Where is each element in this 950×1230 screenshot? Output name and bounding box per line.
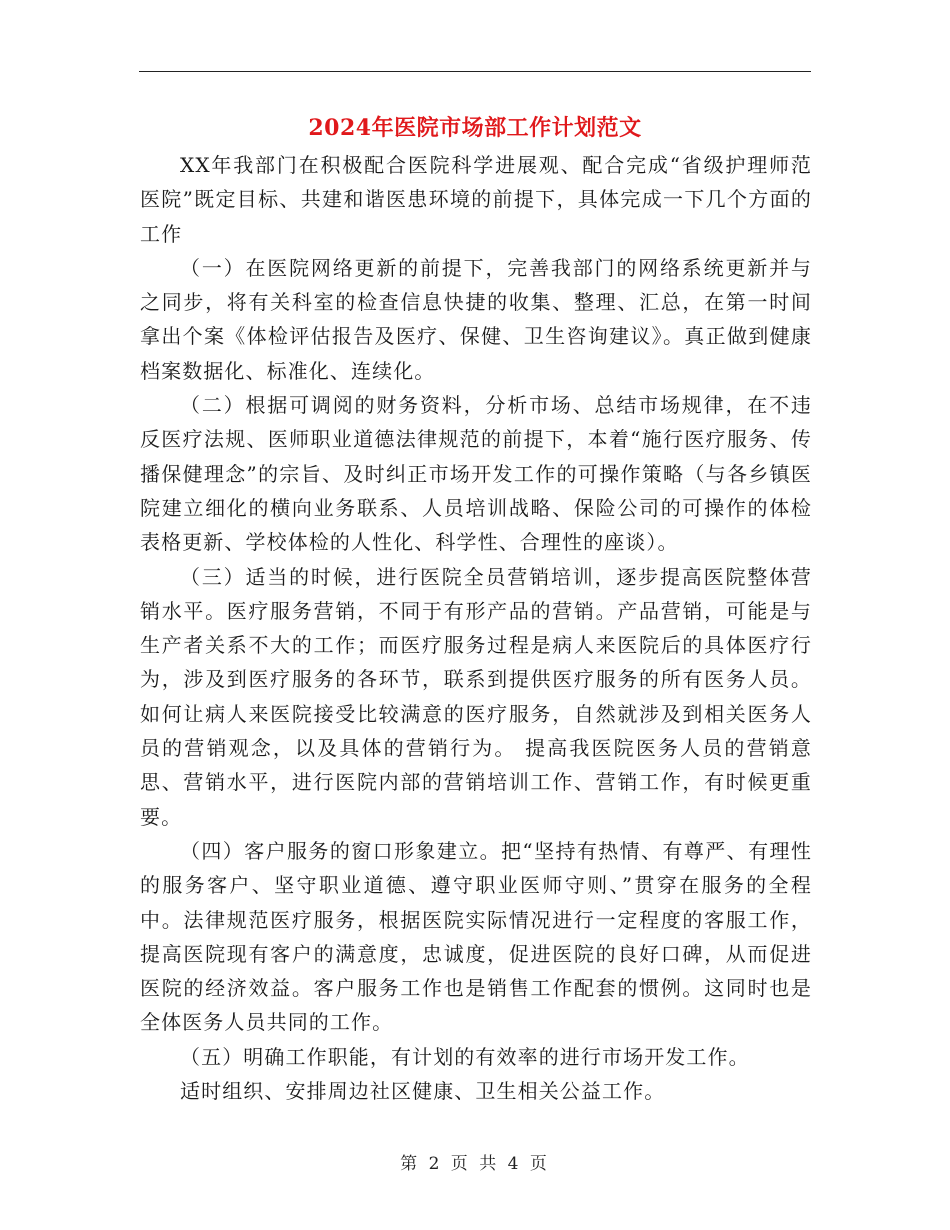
document-body bbox=[140, 148, 812, 1108]
paragraph-intro: XX年我部门在积极配合医院科学进展观、配合完成“省级护理师范医院”既定目标、共建和谐医患环境的前提下，具体完成一下几个方面的工作 bbox=[140, 153, 812, 246]
paragraph-section-3: （三）适当的时候，进行医院全员营销培训，逐步提高医院整体营销水平。医疗服务营销，不同于有形产品的营销。产品营销，可能是与生产者关系不大的工作；而医疗服务过程是病人来医院后的具体医疗行为，涉及到医疗服务的各环节，联系到提供医疗服务的所有医务人员。如何让病人来医院接受比较满意的医疗服务，自然就涉及到相关医务人员的营销观念，以及具体的营销行为。 提高我医院医务人员的营销意思、营销水平，进行医院内部的营销培训工作、营销工作，有时候更重要。 bbox=[140, 564, 812, 829]
document-title: 2024年医院市场部工作计划范文 bbox=[308, 115, 642, 141]
paragraph-closing: 适时组织、安排周边社区健康、卫生相关公益工作。 bbox=[180, 1079, 666, 1104]
paragraph-section-5: （五）明确工作职能，有计划的有效率的进行市场开发工作。 bbox=[180, 1044, 750, 1069]
paragraph-section-4: （四）客户服务的窗口形象建立。把“坚持有热情、有尊严、有理性的服务客户、坚守职业道德、遵守职业医师守则、”贯穿在服务的全程中。法律规范医疗服务，根据医院实际情况进行一定程度的客服工作，提高医院现有客户的满意度，忠诚度，促进医院的良好口碑，从而促进医院的经济效益。客户服务工作也是销售工作配套的惯例。这同时也是全体医务人员共同的工作。 bbox=[140, 838, 812, 1035]
header-rule bbox=[139, 71, 811, 72]
page-number: 第 2 页 共 4 页 bbox=[400, 1154, 550, 1174]
paragraph-section-1: （一）在医院网络更新的前提下，完善我部门的网络系统更新并与之同步，将有关科室的检查信息快捷的收集、整理、汇总，在第一时间拿出个案《体检评估报告及医疗、保健、卫生咨询建议》。真正做到健康档案数据化、标准化、连续化。 bbox=[140, 255, 812, 383]
paragraph-section-2: （二）根据可调阅的财务资料，分析市场、总结市场规律，在不违反医疗法规、医师职业道德法律规范的前提下，本着“施行医疗服务、传播保健理念”的宗旨、及时纠正市场开发工作的可操作策略（与各乡镇医院建立细化的横向业务联系、人员培训战略、保险公司的可操作的体检表格更新、学校体检的人性化、科学性、合理性的座谈）。 bbox=[140, 393, 812, 555]
